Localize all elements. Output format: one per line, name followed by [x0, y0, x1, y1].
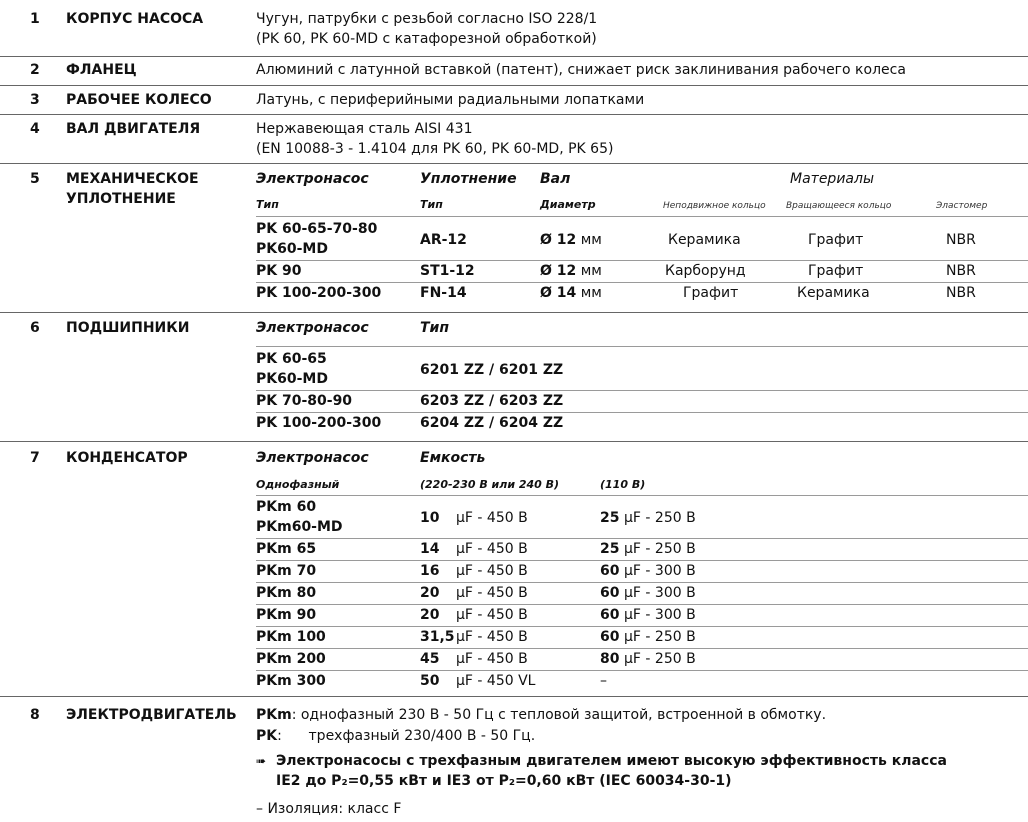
column-header-type: Тип: [420, 320, 450, 336]
table-divider: [256, 648, 1028, 649]
subheader-diameter: Диаметр: [540, 198, 596, 211]
insulation-note: – Изоляция: класс F: [256, 801, 402, 817]
section-title: РАБОЧЕЕ КОЛЕСО: [66, 92, 212, 108]
table-cell-pump: PKm 90: [256, 607, 317, 623]
table-cell-pump: PK 60-65-70-80: [256, 221, 378, 237]
subheader-single-phase: Однофазный: [256, 478, 340, 491]
divider: [0, 696, 1028, 697]
table-divider: [256, 390, 1028, 391]
table-cell-unit-230: µF - 450 В: [456, 585, 528, 601]
table-cell-pump: PKm60-MD: [256, 519, 343, 535]
subheader-voltage-230: (220-230 В или 240 В): [420, 478, 560, 491]
section-description: (PK 60, PK 60-MD с катафорезной обработкой): [256, 31, 597, 47]
table-cell-pump: PK 90: [256, 263, 302, 279]
subheader-type: Тип: [420, 198, 443, 211]
table-cell-capacity-230: 20: [420, 607, 440, 623]
table-cell-unit-230: µF - 450 VL: [456, 673, 536, 689]
table-cell-elastomer: NBR: [946, 263, 976, 279]
section-number: 3: [30, 92, 40, 108]
table-cell-capacity-230: 10: [420, 510, 440, 526]
divider: [0, 441, 1028, 442]
table-cell-capacity-110: 60: [600, 563, 620, 579]
table-cell-elastomer: NBR: [946, 285, 976, 301]
subheader-voltage-110: (110 В): [600, 478, 646, 491]
table-cell-unit-230: µF - 450 В: [456, 651, 528, 667]
table-cell-capacity-110: 25: [600, 510, 620, 526]
table-cell-capacity-110: 60: [600, 629, 620, 645]
section-title: ФЛАНЕЦ: [66, 62, 137, 78]
section-title: ВАЛ ДВИГАТЕЛЯ: [66, 121, 201, 137]
section-title: КОРПУС НАСОСА: [66, 11, 204, 27]
table-cell-unit-230: µF - 450 В: [456, 607, 528, 623]
table-cell-unit-110: µF - 300 В: [624, 607, 696, 623]
subheader-elastomer: Эластомер: [936, 201, 988, 211]
section-description: Латунь, с периферийными радиальными лопатками: [256, 92, 645, 108]
section-description: Нержавеющая сталь AISI 431: [256, 121, 473, 137]
table-divider: [256, 670, 1028, 671]
table-cell-diameter: Ø 12 мм: [540, 263, 602, 279]
arrow-icon: ➠: [256, 754, 267, 768]
table-cell-bearing-type: 6203 ZZ / 6203 ZZ: [420, 393, 564, 409]
table-cell-pump: PK60-MD: [256, 241, 328, 257]
table-cell-seal: ST1-12: [420, 263, 475, 279]
table-cell-capacity-230: 16: [420, 563, 440, 579]
divider: [0, 312, 1028, 313]
table-cell-unit-230: µF - 450 В: [456, 629, 528, 645]
table-cell-bearing-type: 6201 ZZ / 6201 ZZ: [420, 362, 564, 378]
section-title: КОНДЕНСАТОР: [66, 450, 188, 466]
table-cell-capacity-230: 45: [420, 651, 440, 667]
divider: [0, 163, 1028, 164]
subheader-type: Тип: [256, 198, 279, 211]
efficiency-note: IE2 до P₂=0,55 кВт и IE3 от P₂=0,60 кВт (IEC 60034-30-1): [276, 773, 732, 789]
table-cell-rotating-ring: Графит: [808, 263, 864, 279]
section-number: 5: [30, 171, 40, 187]
table-cell-pump: PK 70-80-90: [256, 393, 353, 409]
column-header-seal: Уплотнение: [420, 171, 517, 187]
table-cell-capacity-110: 60: [600, 585, 620, 601]
section-description: (EN 10088-3 - 1.4104 для PK 60, PK 60-MD, PK 65): [256, 141, 614, 157]
section-title: ПОДШИПНИКИ: [66, 320, 190, 336]
motor-pkm-line: PKm: однофазный 230 В - 50 Гц с тепловой защитой, встроенной в обмотку.: [256, 707, 827, 723]
column-header-pump: Электронасос: [256, 450, 369, 466]
column-header-pump: Электронасос: [256, 320, 369, 336]
section-title: ЭЛЕКТРОДВИГАТЕЛЬ: [66, 707, 237, 723]
table-cell-pump: PK 60-65: [256, 351, 327, 367]
divider: [0, 114, 1028, 115]
table-divider: [256, 346, 1028, 347]
table-cell-capacity-110: 60: [600, 607, 620, 623]
table-cell-seal: FN-14: [420, 285, 467, 301]
table-cell-rotating-ring: Керамика: [797, 285, 870, 301]
table-cell-pump: PKm 60: [256, 499, 317, 515]
divider: [0, 56, 1028, 57]
table-cell-capacity-230: 14: [420, 541, 440, 557]
table-cell-capacity-230: 20: [420, 585, 440, 601]
table-cell-capacity-110: 80: [600, 651, 620, 667]
table-divider: [256, 560, 1028, 561]
table-cell-pump: PKm 300: [256, 673, 326, 689]
table-divider: [256, 582, 1028, 583]
subheader-fixed-ring: Неподвижное кольцо: [663, 201, 766, 211]
table-cell-pump: PK 100-200-300: [256, 415, 382, 431]
table-cell-pump: PKm 200: [256, 651, 326, 667]
section-number: 1: [30, 11, 40, 27]
table-cell-unit-110: µF - 250 В: [624, 651, 696, 667]
section-title: МЕХАНИЧЕСКОЕ: [66, 171, 199, 187]
table-cell-fixed-ring: Графит: [683, 285, 739, 301]
table-cell-unit-110: µF - 300 В: [624, 585, 696, 601]
section-description: Алюминий с латунной вставкой (патент), снижает риск заклинивания рабочего колеса: [256, 62, 906, 78]
table-divider: [256, 216, 1028, 217]
section-number: 4: [30, 121, 40, 137]
table-cell-bearing-type: 6204 ZZ / 6204 ZZ: [420, 415, 564, 431]
column-header-materials: Материалы: [790, 171, 874, 187]
table-cell-diameter: Ø 14 мм: [540, 285, 602, 301]
table-cell-pump: PKm 100: [256, 629, 326, 645]
column-header-pump: Электронасос: [256, 171, 369, 187]
column-header-shaft: Вал: [540, 171, 571, 187]
table-cell-seal: AR-12: [420, 232, 467, 248]
table-divider: [256, 260, 1028, 261]
table-cell-unit-110: µF - 300 В: [624, 563, 696, 579]
table-cell-diameter: Ø 12 мм: [540, 232, 602, 248]
table-divider: [256, 412, 1028, 413]
table-cell-fixed-ring: Карборунд: [665, 263, 746, 279]
table-cell-rotating-ring: Графит: [808, 232, 864, 248]
table-cell-capacity-110: –: [600, 673, 607, 689]
section-number: 6: [30, 320, 40, 336]
table-cell-unit-110: µF - 250 В: [624, 510, 696, 526]
table-cell-pump: PKm 65: [256, 541, 317, 557]
table-divider: [256, 604, 1028, 605]
table-cell-pump: PKm 70: [256, 563, 317, 579]
table-cell-pump: PKm 80: [256, 585, 317, 601]
efficiency-note: Электронасосы с трехфазным двигателем имеют высокую эффективность класса: [276, 753, 947, 769]
table-divider: [256, 282, 1028, 283]
table-cell-unit-230: µF - 450 В: [456, 541, 528, 557]
subheader-rotating-ring: Вращающееся кольцо: [786, 201, 892, 211]
table-divider: [256, 626, 1028, 627]
table-cell-elastomer: NBR: [946, 232, 976, 248]
table-cell-pump: PK60-MD: [256, 371, 328, 387]
table-cell-unit-110: µF - 250 В: [624, 629, 696, 645]
table-cell-unit-230: µF - 450 В: [456, 510, 528, 526]
table-cell-unit-230: µF - 450 В: [456, 563, 528, 579]
table-divider: [256, 538, 1028, 539]
divider: [0, 85, 1028, 86]
table-cell-unit-110: µF - 250 В: [624, 541, 696, 557]
table-cell-capacity-110: 25: [600, 541, 620, 557]
section-number: 7: [30, 450, 40, 466]
table-divider: [256, 495, 1028, 496]
section-number: 8: [30, 707, 40, 723]
section-description: Чугун, патрубки с резьбой согласно ISO 228/1: [256, 11, 598, 27]
motor-pk-line: PK: трехфазный 230/400 В - 50 Гц.: [256, 728, 536, 744]
table-cell-capacity-230: 50: [420, 673, 440, 689]
table-cell-fixed-ring: Керамика: [668, 232, 741, 248]
section-title: УПЛОТНЕНИЕ: [66, 191, 176, 207]
table-cell-capacity-230: 31,5: [420, 629, 455, 645]
column-header-capacity: Емкость: [420, 450, 486, 466]
table-cell-pump: PK 100-200-300: [256, 285, 382, 301]
section-number: 2: [30, 62, 40, 78]
